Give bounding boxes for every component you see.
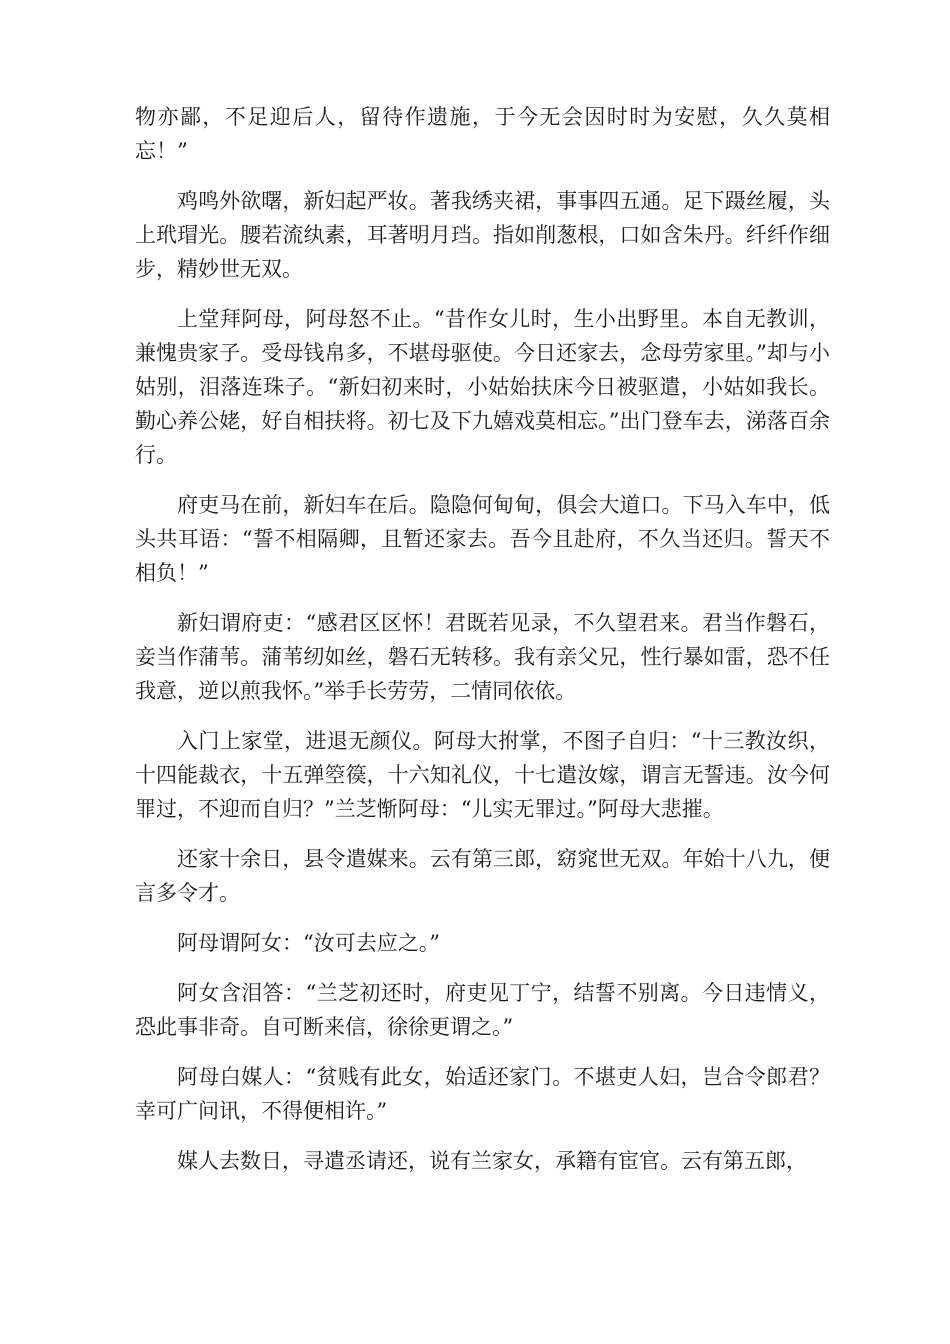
paragraph-6: 入门上家堂，进退无颜仪。阿母大拊掌，不图子自归：“十三教汝织，十四能裁衣，十五弹箜篌，十六知礼仪，十七遣汝嫁，谓言无誓违。汝今何罪过，不迎而自归？”兰芝惭阿母：“儿实无罪过。”阿母大悲摧。 [135, 729, 830, 821]
paragraph-3: 上堂拜阿母，阿母怒不止。“昔作女儿时，生小出野里。本自无教训，兼愧贵家子。受母钱帛多，不堪母驱使。今日还家去，念母劳家里。”却与小姑别，泪落连珠子。“新妇初来时，小姑始扶床今日被驱遣，小姑如我长。勤心养公姥，好自相扶将。初七及下九嬉戏莫相忘。”出门登车去，涕落百余行。 [135, 307, 830, 467]
paragraph-1: 物亦鄙，不足迎后人，留待作遗施，于今无会因时时为安慰，久久莫相忘！” [135, 105, 830, 163]
paragraph-7: 还家十余日，县令遣媒来。云有第三郎，窈窕世无双。年始十八九，便言多令才。 [135, 847, 830, 905]
paragraph-8: 阿母谓阿女：“汝可去应之。” [177, 931, 440, 955]
paragraph-10: 阿母白媒人：“贫贱有此女，始适还家门。不堪吏人妇，岂合令郎君？幸可广问讯，不得便相许。” [135, 1065, 830, 1123]
paragraph-9: 阿女含泪答：“兰芝初还时，府吏见丁宁，结誓不别离。今日违情义，恐此事非奇。自可断来信，徐徐更谓之。” [135, 981, 830, 1039]
paragraph-5: 新妇谓府吏：“感君区区怀！君既若见录，不久望君来。君当作磐石，妾当作蒲苇。蒲苇纫如丝，磐石无转移。我有亲父兄，性行暴如雷，恐不任我意，逆以煎我怀。”举手长劳劳，二情同依依。 [135, 611, 830, 703]
paragraph-2: 鸡鸣外欲曙，新妇起严妆。著我绣夹裙，事事四五通。足下蹑丝履，头上玳瑁光。腰若流纨素，耳著明月珰。指如削葱根，口如含朱丹。纤纤作细步，精妙世无双。 [135, 189, 830, 281]
paragraph-11: 媒人去数日，寻遣丞请还，说有兰家女，承籍有宦官。云有第五郎， [177, 1149, 807, 1173]
document-body [135, 100, 830, 1194]
paragraph-4: 府吏马在前，新妇车在后。隐隐何甸甸，俱会大道口。下马入车中，低头共耳语：“誓不相隔卿，且暂还家去。吾今且赴府，不久当还归。誓天不相负！” [135, 493, 830, 585]
